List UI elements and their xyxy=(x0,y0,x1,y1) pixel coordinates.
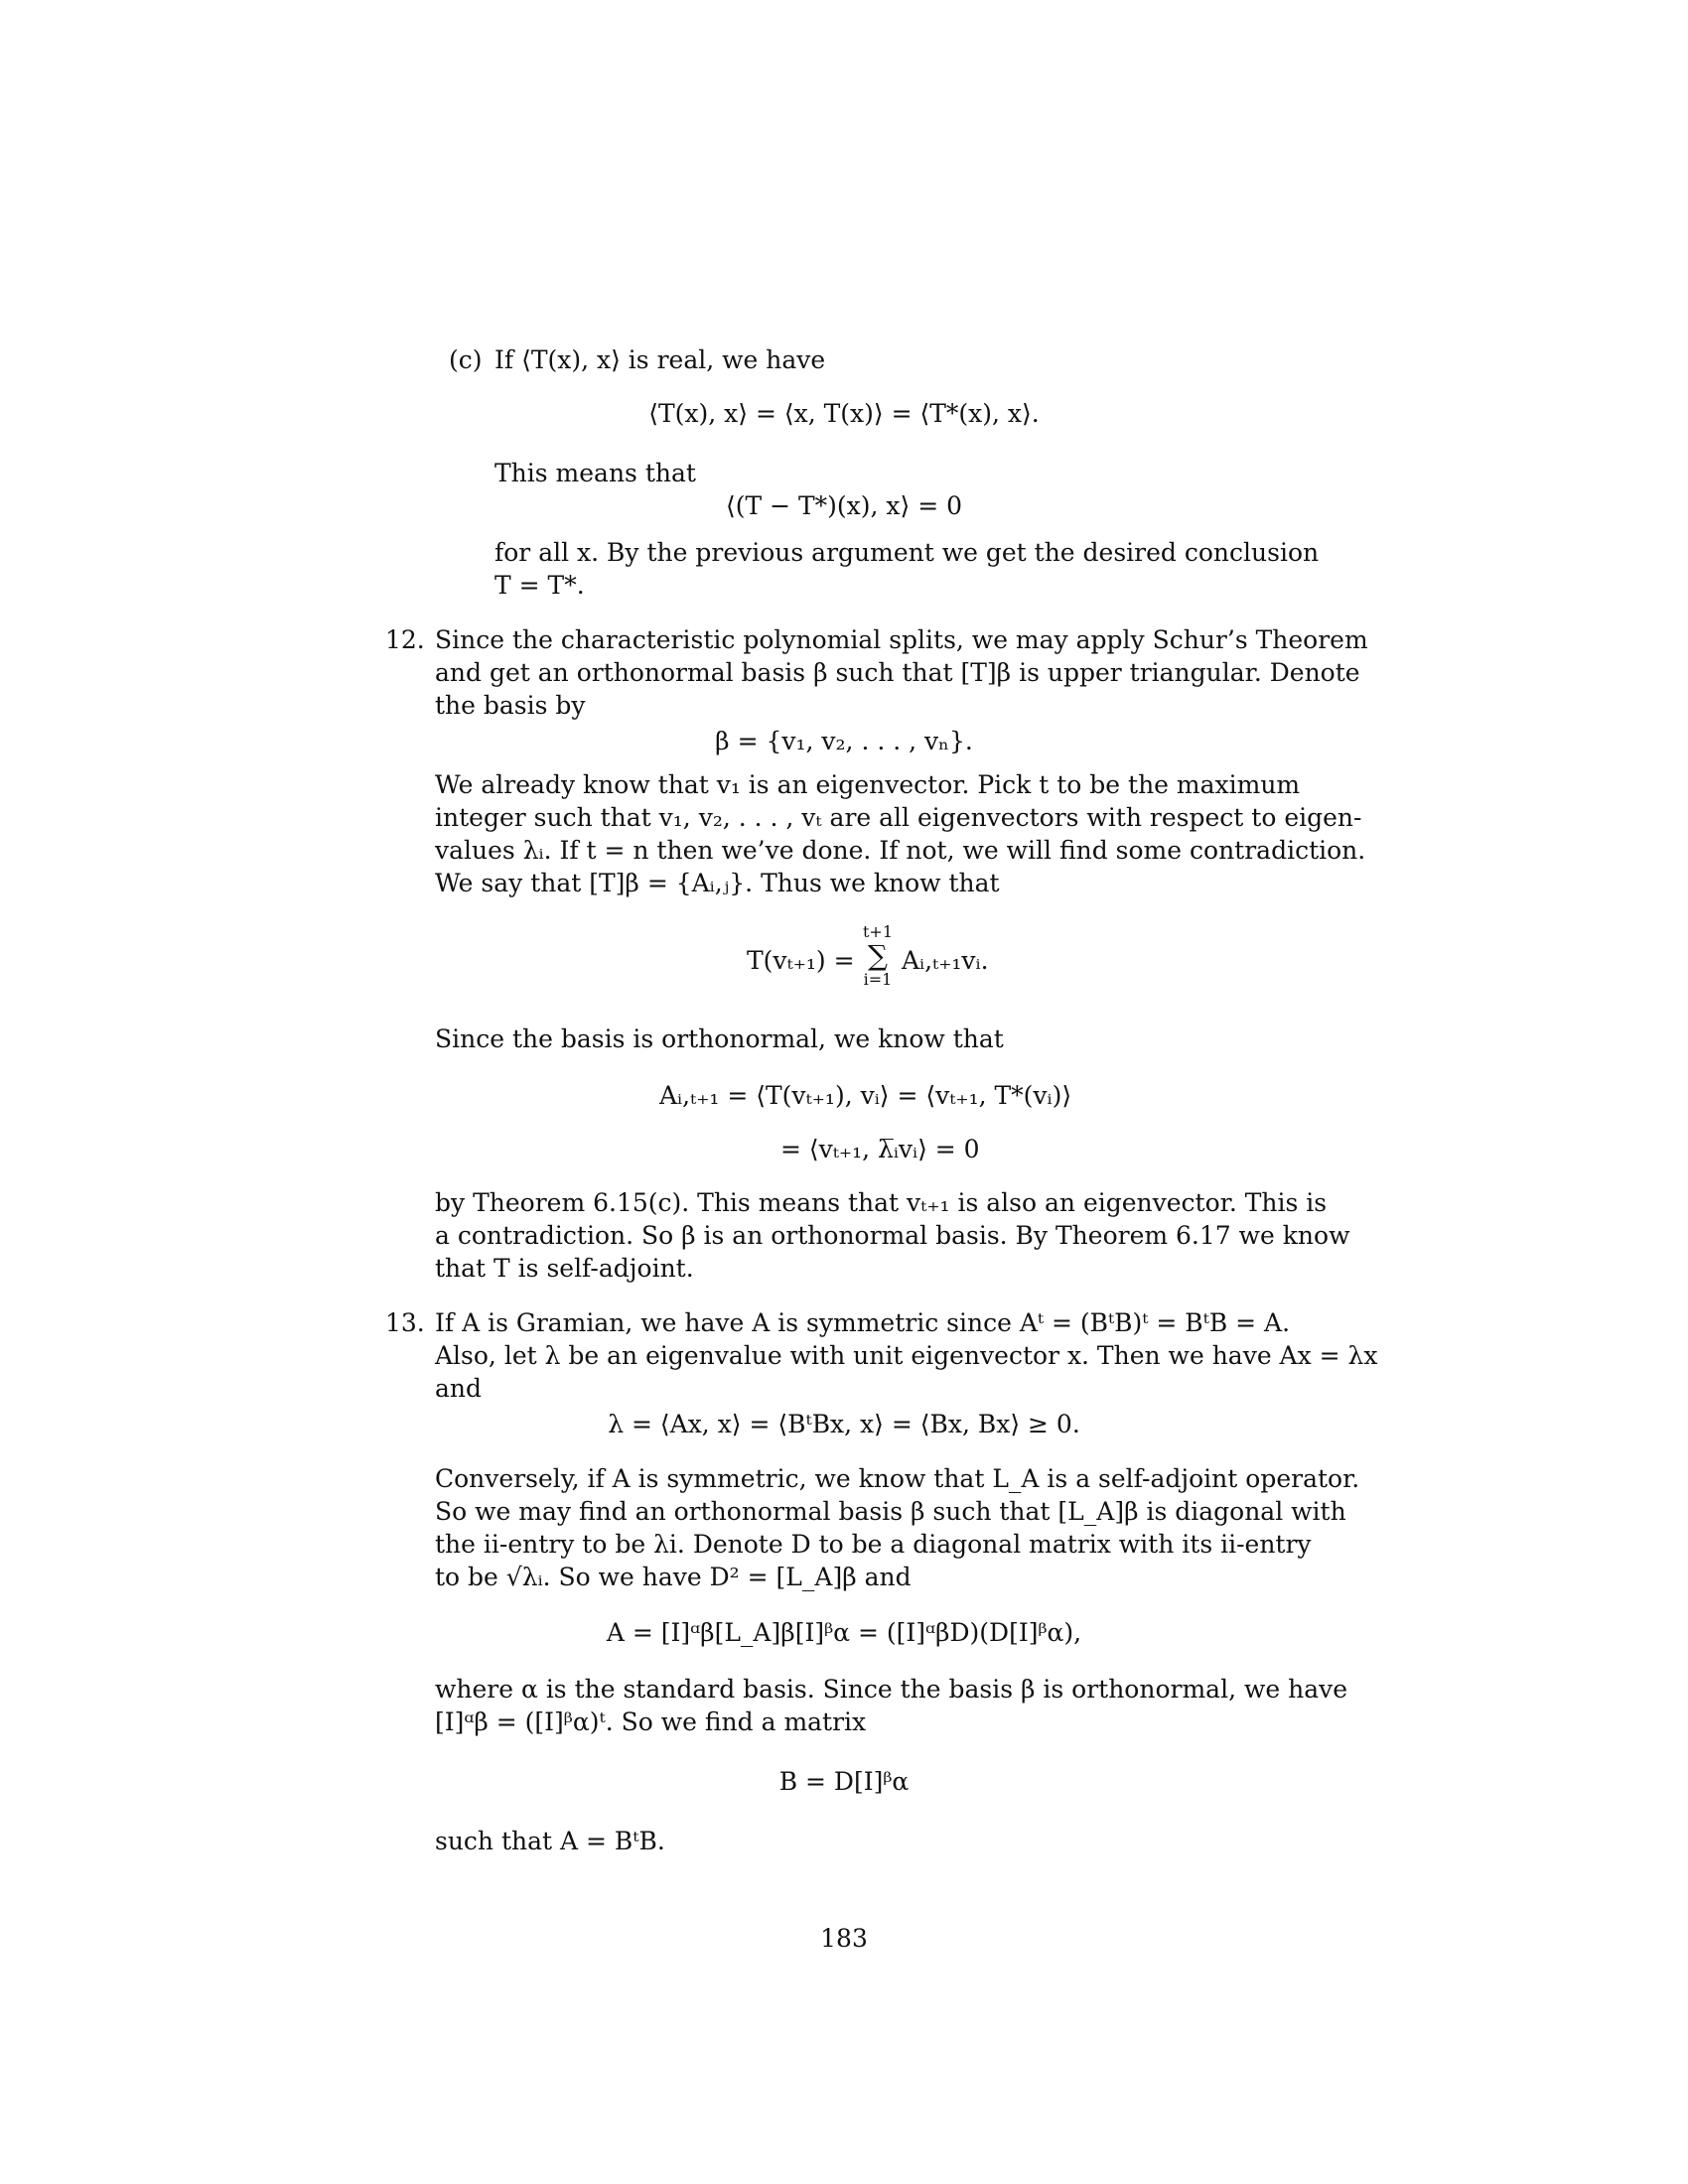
item-13-line-9: [I]ᵅβ = ([I]ᵝα)ᵗ. So we find a matrix xyxy=(435,1707,867,1736)
item-13-line-6: the ii-entry to be λi. Denote D to be a diagonal matrix with its ii-entry xyxy=(435,1530,1312,1559)
item-13-equation-3: B = D[I]ᵝα xyxy=(778,1767,910,1796)
item-12-line-3: the basis by xyxy=(435,691,586,720)
item-12-sum-sigma: ∑ xyxy=(868,939,888,972)
item-13-line-3: and xyxy=(435,1374,483,1403)
item-13-equation-2: A = [I]ᵅβ[L_A]β[I]ᵝα = ([I]ᵅβD)(D[I]ᵝα), xyxy=(606,1618,1082,1647)
item-12-line-5: integer such that v₁, v₂, . . . , vₜ are all eigenvectors with respect to eigen- xyxy=(435,803,1362,832)
item-12-line-1: Since the characteristic polynomial splits, we may apply Schur’s Theorem xyxy=(435,625,1368,654)
item-13-line-7: to be √λᵢ. So we have D² = [L_A]β and xyxy=(435,1563,912,1591)
part-c-means: This means that xyxy=(494,459,696,487)
item-12-line-8: Since the basis is orthonormal, we know that xyxy=(435,1024,1004,1053)
item-12-equation-a1: Aᵢ,ₜ₊₁ = ⟨T(vₜ₊₁), vᵢ⟩ = ⟨vₜ₊₁, T*(vᵢ)⟩ xyxy=(659,1081,1072,1110)
item-12-sum-left: T(vₜ₊₁) = xyxy=(747,946,855,975)
item-13-line-4: Conversely, if A is symmetric, we know that L_A is a self-adjoint operator. xyxy=(435,1464,1360,1493)
item-12-line-7: We say that [T]β = {Aᵢ,ⱼ}. Thus we know that xyxy=(435,869,1000,897)
part-c-line-1: for all x. By the previous argument we get the desired conclusion xyxy=(494,538,1320,567)
item-13-equation-1: λ = ⟨Ax, x⟩ = ⟨BᵗBx, x⟩ = ⟨Bx, Bx⟩ ≥ 0. xyxy=(608,1410,1080,1438)
item-13-line-10: such that A = BᵗB. xyxy=(435,1827,665,1855)
item-12-sum-upper-limit: t+1 xyxy=(862,922,893,941)
part-c-label: (c) xyxy=(449,345,483,374)
item-13-number: 13. xyxy=(385,1308,425,1337)
item-12-line-10: a contradiction. So β is an orthonormal basis. By Theorem 6.17 we know xyxy=(435,1221,1350,1250)
item-13-line-2: Also, let λ be an eigenvalue with unit eigenvector x. Then we have Ax = λx xyxy=(435,1341,1378,1370)
item-12-number: 12. xyxy=(385,625,425,654)
item-13-line-5: So we may find an orthonormal basis β such that [L_A]β is diagonal with xyxy=(435,1497,1346,1526)
item-12-line-4: We already know that v₁ is an eigenvector. Pick t to be the maximum xyxy=(435,770,1301,799)
page-number: 183 xyxy=(820,1924,868,1953)
item-13-line-8: where α is the standard basis. Since the basis β is orthonormal, we have xyxy=(435,1675,1348,1704)
item-12-line-2: and get an orthonormal basis β such that [T]β is upper triangular. Denote xyxy=(435,658,1360,687)
item-12-line-6: values λᵢ. If t = n then we’ve done. If not, we will find some contradiction. xyxy=(435,836,1366,865)
part-c-equation-2: ⟨(T − T*)(x), x⟩ = 0 xyxy=(725,491,963,520)
item-12-sum-lower-limit: i=1 xyxy=(863,970,893,989)
item-13-line-1: If A is Gramian, we have A is symmetric since Aᵗ = (BᵗB)ᵗ = BᵗB = A. xyxy=(435,1308,1291,1337)
part-c-equation-1: ⟨T(x), x⟩ = ⟨x, T(x)⟩ = ⟨T*(x), x⟩. xyxy=(648,399,1040,428)
item-12-sum-right: Aᵢ,ₜ₊₁vᵢ. xyxy=(902,946,989,975)
item-12-line-9: by Theorem 6.15(c). This means that vₜ₊₁ is also an eigenvector. This is xyxy=(435,1188,1328,1217)
item-12-sum-operator xyxy=(860,923,896,989)
item-12-basis-equation: β = {v₁, v₂, . . . , vₙ}. xyxy=(715,727,973,755)
item-12-line-11: that T is self-adjoint. xyxy=(435,1254,694,1283)
item-12-equation-a2: = ⟨vₜ₊₁, λ̅ᵢvᵢ⟩ = 0 xyxy=(780,1135,980,1163)
part-c-line-2: T = T*. xyxy=(494,571,585,600)
part-c-intro: If ⟨T(x), x⟩ is real, we have xyxy=(494,345,826,374)
